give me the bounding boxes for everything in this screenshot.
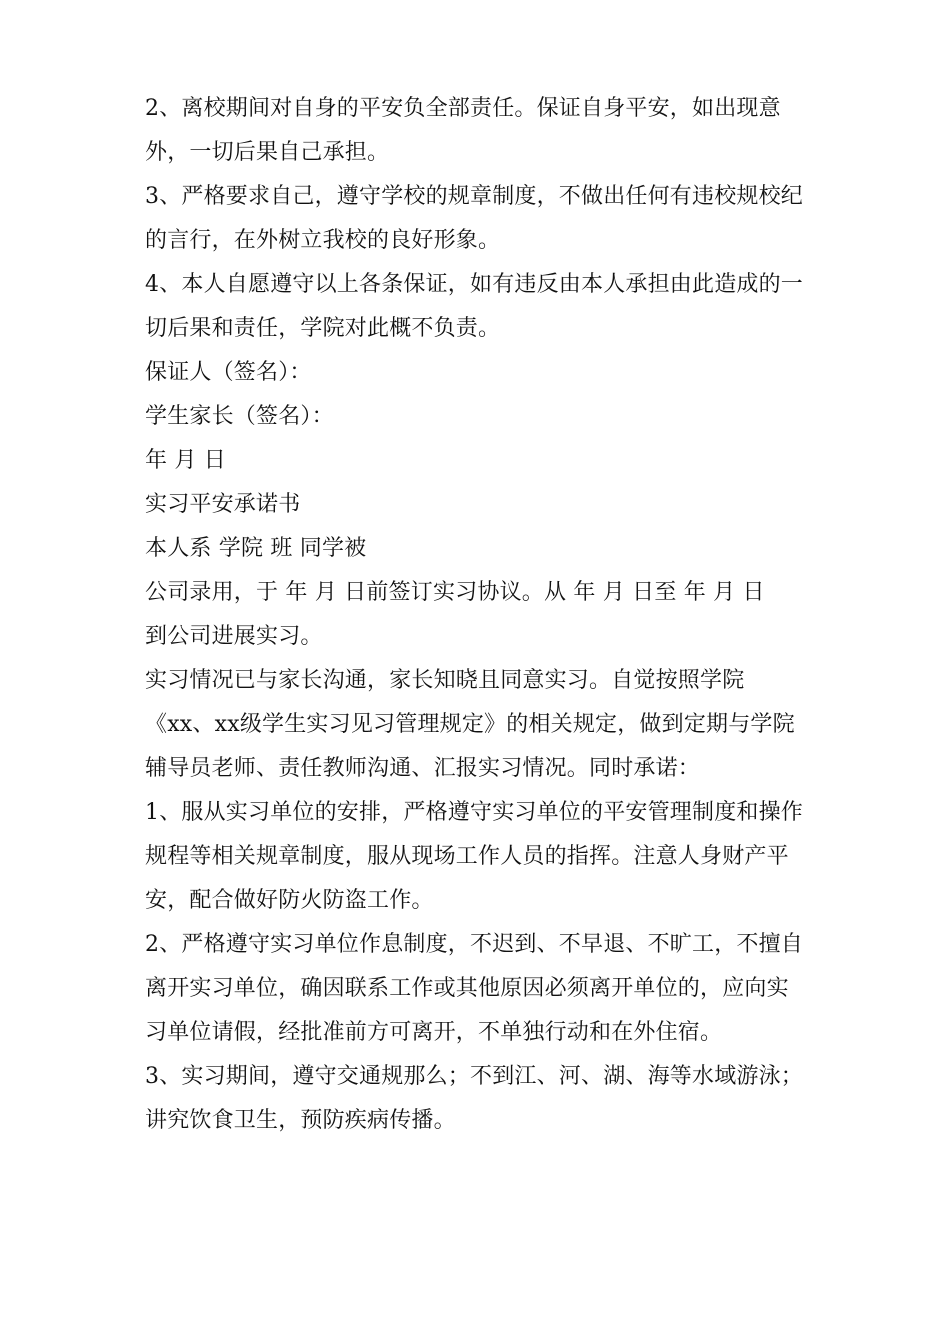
text-line-5: 4、本人自愿遵守以上各条保证，如有违反由本人承担由此造成的一 <box>145 272 803 297</box>
text-line-17: 1、服从实习单位的安排，严格遵守实习单位的平安管理制度和操作 <box>145 800 803 825</box>
signature-guarantor-label: 保证人（签名）： <box>145 360 312 385</box>
text-line-13: 到公司进展实习。 <box>145 624 323 649</box>
text-line-6: 切后果和责任，学院对此概不负责。 <box>145 316 501 341</box>
text-line-18: 规程等相关规章制度，服从现场工作人员的指挥。注意人身财产平 <box>145 844 789 869</box>
text-line-24: 讲究饮食卫生，预防疾病传播。 <box>145 1108 456 1133</box>
text-line-22: 习单位请假，经批准前方可离开，不单独行动和在外住宿。 <box>145 1020 723 1045</box>
text-line-12: 公司录用，于 年 月 日前签订实习协议。从 年 月 日至 年 月 日 <box>145 580 765 605</box>
text-line-23: 3、实习期间，遵守交通规那么；不到江、河、湖、海等水域游泳； <box>145 1064 803 1089</box>
text-line-1: 2、离校期间对自身的平安负全部责任。保证自身平安，如出现意 <box>145 96 781 121</box>
text-line-21: 离开实习单位，确因联系工作或其他原因必须离开单位的，应向实 <box>145 976 789 1001</box>
signature-parent-label: 学生家长（签名）： <box>145 404 334 429</box>
text-line-15: 《xx、xx级学生实习见习管理规定》的相关规定，做到定期与学院 <box>145 712 795 737</box>
date-line: 年 月 日 <box>145 448 226 473</box>
text-line-14: 实习情况已与家长沟通，家长知晓且同意实习。自觉按照学院 <box>145 668 745 693</box>
text-line-2: 外，一切后果自己承担。 <box>145 140 390 165</box>
text-line-20: 2、严格遵守实习单位作息制度，不迟到、不早退、不旷工，不擅自 <box>145 932 803 957</box>
text-line-11: 本人系 学院 班 同学被 <box>145 536 367 561</box>
text-line-3: 3、严格要求自己，遵守学校的规章制度，不做出任何有违校规校纪 <box>145 184 803 209</box>
text-line-19: 安，配合做好防火防盗工作。 <box>145 888 434 913</box>
text-line-4: 的言行，在外树立我校的良好形象。 <box>145 228 501 253</box>
section-title: 实习平安承诺书 <box>145 492 301 517</box>
text-line-16: 辅导员老师、责任教师沟通、汇报实习情况。同时承诺： <box>145 756 701 781</box>
